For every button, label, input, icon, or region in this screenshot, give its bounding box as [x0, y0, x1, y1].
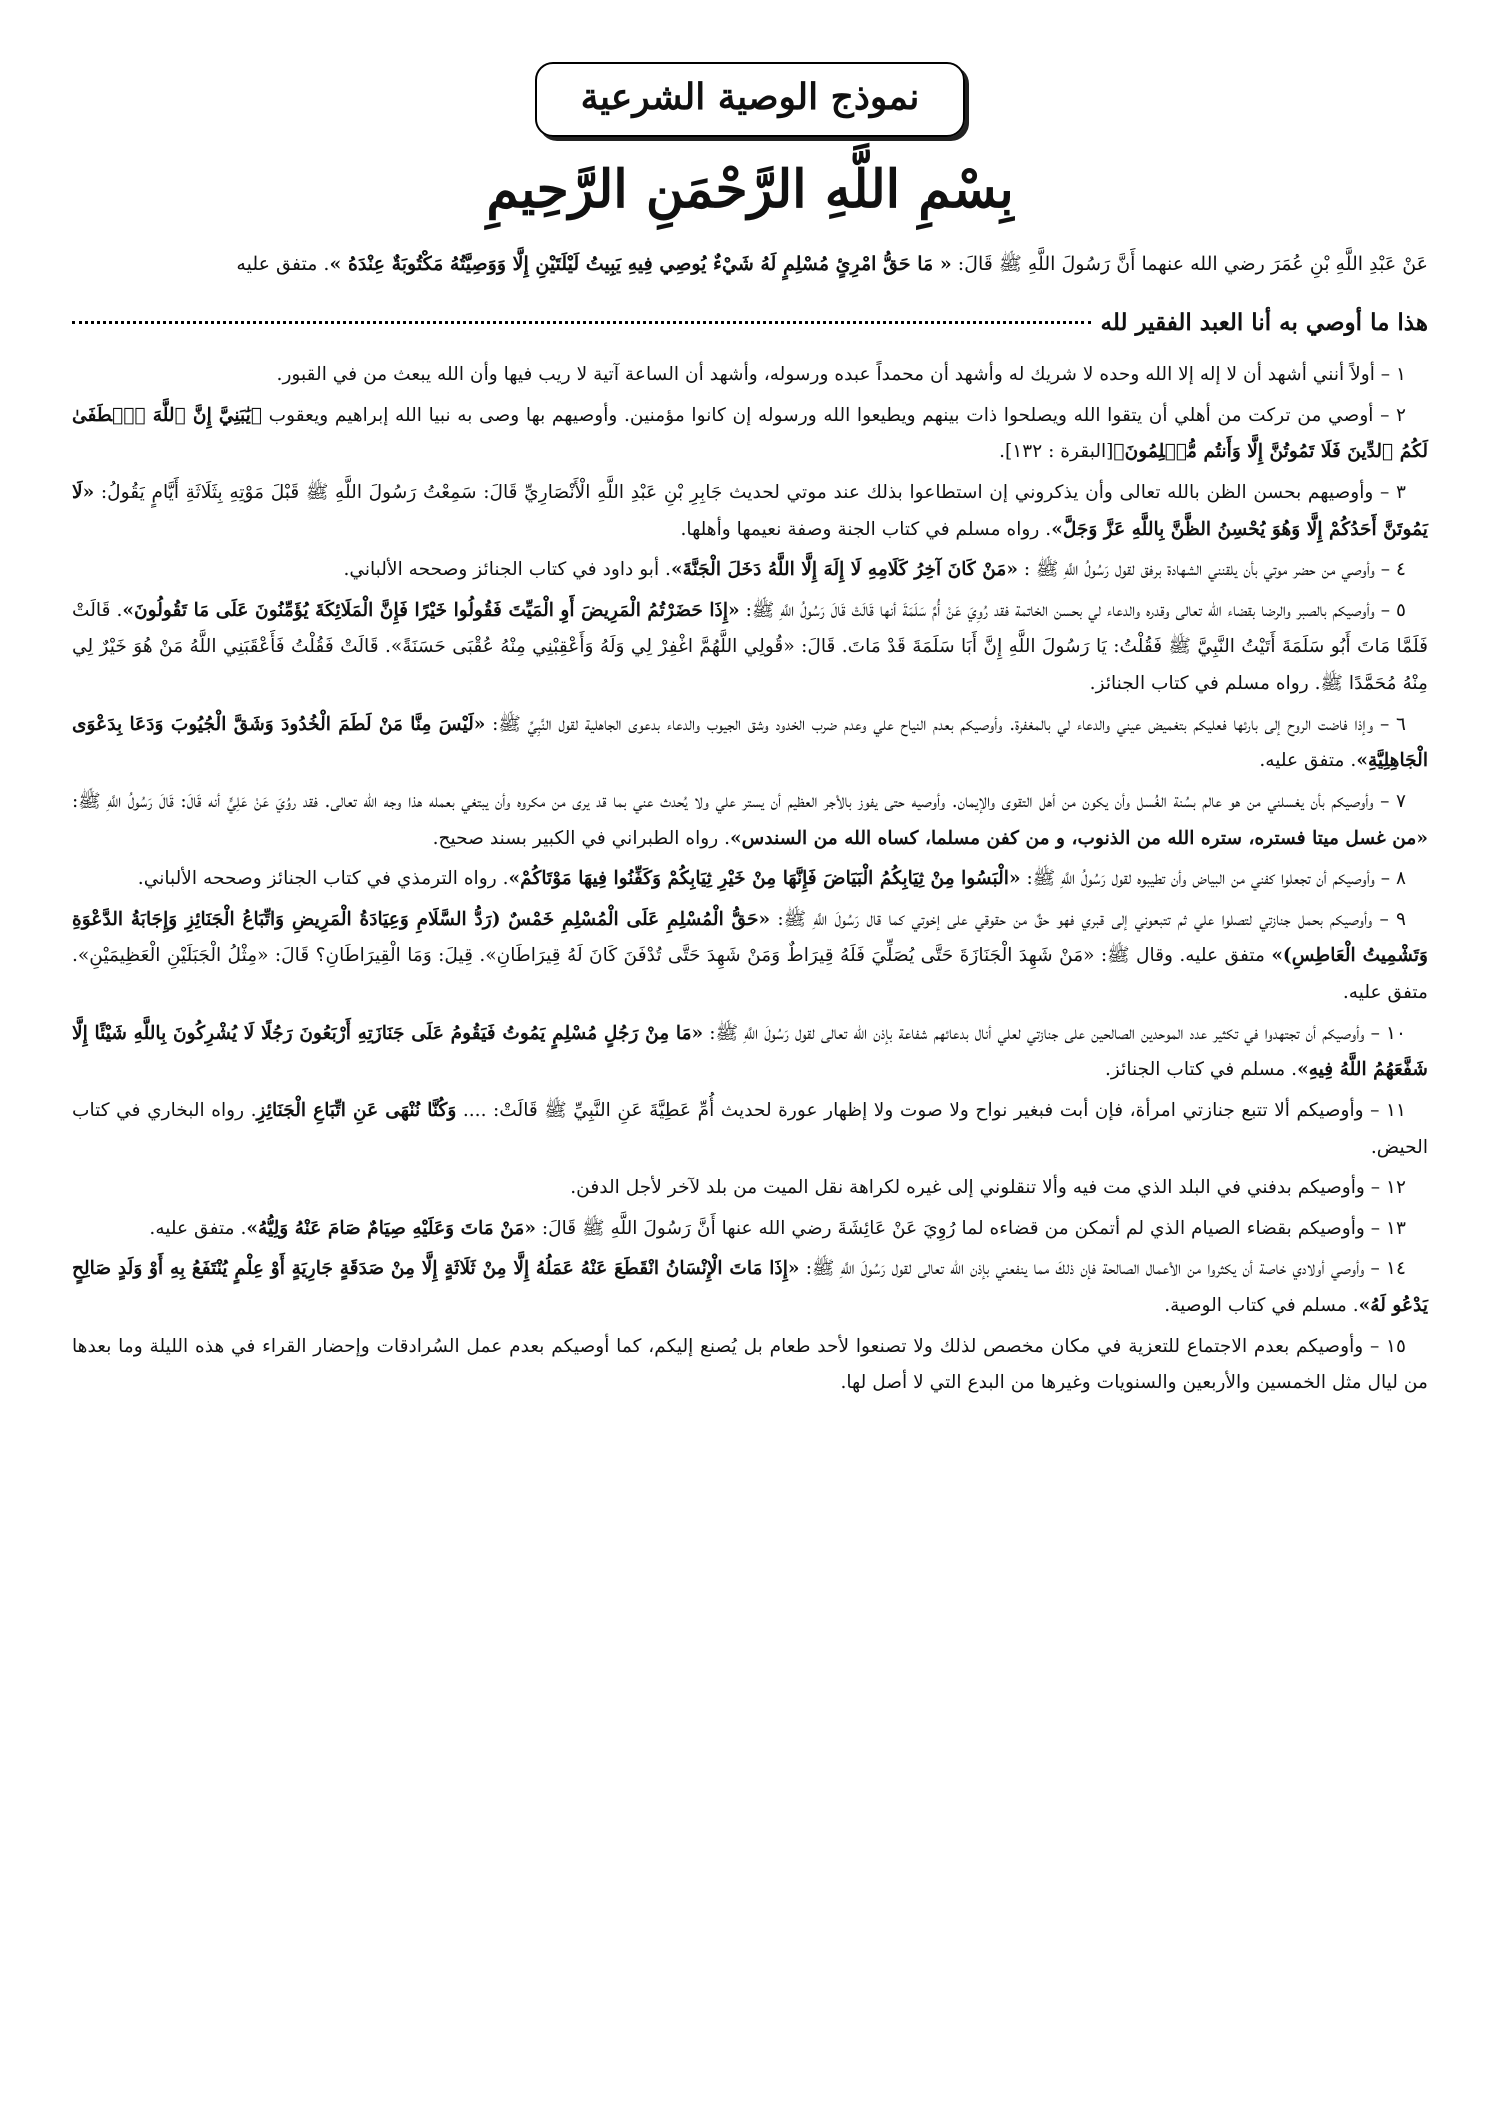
will-heading-text: هذا ما أوصي به أنا العبد الفقير لله [1100, 308, 1428, 336]
will-item [72, 552, 1428, 589]
will-item [72, 475, 1428, 548]
will-item-quote: «مَنْ مَاتَ وَعَلَيْهِ صِيَامٌ صَامَ عَنْهُ وَلِيُّهُ» [246, 1217, 536, 1239]
will-item-text: ١٢ – وأوصيكم بدفني في البلد الذي مت فيه وألا تنقلوني إلى غيره لكراهة نقل الميت من بلد لآخر لأجل الدفن. [570, 1177, 1406, 1199]
will-item-text: ٤ – وأوصي من حضر موتي بأن يلقنني الشهادة برفق لقول رَسُولُ اللَّهِ ﷺ : [1017, 559, 1406, 581]
will-item-tail: . أبو داود في كتاب الجنائز وصححه الألباني. [343, 559, 671, 581]
intro-hadith-tail: . متفق عليه [236, 252, 330, 275]
will-item-quote: ﴿يَٰبَنِيَّ إِنَّ ٱللَّهَ ٱصۡطَفَىٰ لَكُمُ ٱلدِّينَ فَلَا تَمُوتُنَّ إِلَّا وَأَنتُم مُّسۡلِمُونَ﴾ [72, 404, 1428, 463]
will-item [72, 1016, 1428, 1089]
will-item-tail: . رواه مسلم في كتاب الجنة وصفة نعيمها وأهلها. [680, 518, 1052, 540]
will-item-tail: . مسلم في كتاب الجنائز. [1104, 1059, 1298, 1081]
will-item [72, 902, 1428, 1012]
will-item-quote: وَكُنَّا نُنْهَى عَنِ اتِّبَاعِ الْجَنَائِزِ [256, 1099, 457, 1121]
will-item-tail: . رواه الطبراني في الكبير بسند صحيح. [432, 827, 731, 849]
will-item-text: ١٣ – وأوصيكم بقضاء الصيام الذي لم أتمكن من قضاءه لما رُوِيَ عَنْ عَائِشَةَ رضي الله عنها أَنَّ رَسُولَ اللَّهِ ﷺ قَالَ: [535, 1217, 1406, 1239]
will-item-text: ٥ – وأوصيكم بالصبر والرضا بقضاء الله تعالى وقدره والدعاء لي بحسن الخاتمة فقد رُوِيَ عَنْ أُمِّ سَلَمَةَ أنها قَالَتْ قَالَ رَسُولُ اللَّهِ ﷺ: [739, 599, 1406, 621]
will-item-tail: . مسلم في كتاب الوصية. [1164, 1295, 1359, 1317]
will-item-text: ٢ – أوصي من تركت من أهلي أن يتقوا الله ويصلحوا ذات بينهم ويطيعوا الله ورسوله إن كانوا مؤمنين. وأوصيهم بها وصى به نبيا الله إبراهيم ويعقوب [261, 404, 1406, 426]
will-item [72, 1093, 1428, 1166]
will-item-quote: «إِذَا حَضَرْتُمُ الْمَرِيضَ أَوِ الْمَيِّتَ فَقُولُوا خَيْرًا فَإِنَّ الْمَلَائِكَةَ يُؤَمِّنُونَ عَلَى مَا تَقُولُونَ» [122, 599, 740, 621]
will-item-tail: . متفق عليه. [1259, 750, 1357, 772]
will-item-text: ٣ – وأوصيهم بحسن الظن بالله تعالى وأن يذكروني إن استطاعوا بذلك عند موتي لحديث جَابِرِ بْنِ عَبْدِ اللَّهِ الْأَنْصَارِيِّ قَالَ: سَمِعْتُ رَسُولَ اللَّهِ ﷺ قَبْلَ مَوْتِهِ بِثَلَاثَةِ أَيَّامٍ يَقُولُ: [94, 481, 1406, 503]
will-item [72, 861, 1428, 898]
will-item-text: ٩ – وأوصيكم بحمل جنازتي لتصلوا علي ثم تتبعوني إلى قبري فهو حقٌ من حقوقي على إخوتي كما قال رَسُولَ اللَّهِ ﷺ: [770, 908, 1406, 930]
will-item [72, 398, 1428, 471]
will-item [72, 593, 1428, 703]
will-item-tail: [البقرة : ١٣٢]. [999, 441, 1114, 463]
will-item-text: ١١ – وأوصيكم ألا تتبع جنازتي امرأة، فإن أبت فبغير نواح ولا صوت ولا إظهار عورة لحديث أُمِّ عَطِيَّةَ عَنِ النَّبِيِّ ﷺ قَالَتْ: .... [456, 1099, 1406, 1121]
will-item [72, 707, 1428, 780]
intro-hadith-lead: عَنْ عَبْدِ اللَّهِ بْنِ عُمَرَ رضي الله عنهما أَنَّ رَسُولَ اللَّهِ ﷺ قَالَ: [951, 252, 1428, 275]
will-item-quote: «مَا مِنْ رَجُلٍ مُسْلِمٍ يَمُوتُ فَيَقُومُ عَلَى جَنَازَتِهِ أَرْبَعُونَ رَجُلًا لَا يُشْرِكُونَ بِاللَّهِ شَيْئًا إِلَّا شَفَّعَهُمُ اللَّهُ فِيهِ» [72, 1022, 1428, 1081]
will-item-quote: «من غسل ميتا فستره، ستره الله من الذنوب، و من كفن مسلما، كساه الله من السندس» [730, 827, 1428, 849]
will-item-tail: . رواه البخاري في كتاب الحيض. [72, 1099, 1428, 1158]
will-item-quote: «حَقُّ الْمُسْلِمِ عَلَى الْمُسْلِمِ خَمْسٌ (رَدُّ السَّلَامِ وَعِيَادَةُ الْمَرِيضِ وَاتِّبَاعُ الْجَنَائِزِ وَإِجَابَةُ الدَّعْوَةِ وَتَشْمِيتُ الْعَاطِسِ)» [72, 908, 1428, 967]
will-item [72, 1211, 1428, 1248]
will-item-tail: . قَالَتْ فَلَمَّا مَاتَ أَبُو سَلَمَةَ أَتَيْتُ النَّبِيَّ ﷺ فَقُلْتُ: يَا رَسُولَ اللَّهِ إِنَّ أَبَا سَلَمَةَ قَدْ مَاتَ. قَالَ: «قُولِي اللَّهُمَّ اغْفِرْ لِي وَلَهُ وَأَعْقِبْنِي مِنْهُ عُقْبَى حَسَنَةً». قَالَتْ فَقُلْتُ فَأَعْقَبَنِي اللَّهُ مَنْ هُوَ خَيْرٌ لِي مِنْهُ مُحَمَّدًا ﷺ. رواه مسلم في كتاب الجنائز. [72, 599, 1428, 695]
will-item-quote: «الْبَسُوا مِنْ ثِيَابِكُمُ الْبَيَاضَ فَإِنَّهَا مِنْ خَيْرِ ثِيَابِكُمْ وَكَفِّنُوا فِيهَا مَوْتَاكُمْ» [508, 868, 1021, 890]
will-item-quote: «مَنْ كَانَ آخِرُ كَلَامِهِ لَا إِلَهَ إِلَّا اللَّهُ دَخَلَ الْجَنَّةَ» [670, 559, 1018, 581]
will-item-text: ١ – أولاً أنني أشهد أن لا إله إلا الله وحده لا شريك له وأشهد أن محمداً عبده ورسوله، وأشهد أن الساعة آتية لا ريب فيها وأن الله يبعث من في القبور. [276, 364, 1406, 386]
basmala: بِسْمِ اللَّهِ الرَّحْمَنِ الرَّحِيمِ [486, 159, 1014, 221]
will-item-quote: «لَا يَمُوتَنَّ أَحَدُكُمْ إِلَّا وَهُوَ يُحْسِنُ الظَّنَّ بِاللَّهِ عَزَّ وَجَلَّ» [72, 481, 1428, 540]
will-item-text: ٨ – وأوصيكم أن تجعلوا كفني من البياض وأن تطيبوه لقول رَسُولُ اللَّهِ ﷺ: [1020, 868, 1406, 890]
will-item-text: ٦ – وإذا فاضت الروح إلى بارئها فعليكم بتغميض عيني والدعاء لي بالمغفرة. وأوصيكم بعدم النياح علي وعدم ضرب الخدود وشق الجيوب والدعاء بدعوى الجاهلية لقول النَّبِيِّ ﷺ: [485, 713, 1407, 735]
will-item-text: ١٠ – وأوصيكم أن تجتهدوا في تكثير عدد الموحدين الصالحين على جنازتي لعلي أنال بدعائهم شفاعة بإذن الله تعالى لقول رَسُولَ اللَّهِ ﷺ: [703, 1022, 1406, 1044]
will-item [72, 1170, 1428, 1207]
will-item-text: ١٥ – وأوصيكم بعدم الاجتماع للتعزية في مكان مخصص لذلك ولا تصنعوا لأحد طعام بل يُصنع إليكم، كما أوصيكم بعدم عمل السُرادقات وإحضار القراء في هذه الليلة وما بعدها من ليال مثل الخمسين والأربعين والسنويات وغيرها من البدع التي لا أصل لها. [72, 1335, 1428, 1394]
title-wrapper [72, 0, 1428, 137]
will-item-tail: . رواه الترمذي في كتاب الجنائز وصححه الألباني. [137, 868, 509, 890]
will-item-tail: متفق عليه. وقال ﷺ: «مَنْ شَهِدَ الْجَنَازَةَ حَتَّى يُصَلِّيَ فَلَهُ قِيرَاطٌ وَمَنْ شَهِدَ حَتَّى تُدْفَنَ كَانَ لَهُ قِيرَاطَانِ». قِيلَ: وَمَا الْقِيرَاطَانِ؟ قَالَ: «مِثْلُ الْجَبَلَيْنِ الْعَظِيمَيْنِ». متفق عليه. [72, 945, 1428, 1004]
will-item [72, 357, 1428, 394]
will-heading [72, 302, 1428, 343]
will-item-tail: . متفق عليه. [149, 1217, 247, 1239]
intro-hadith [72, 246, 1428, 283]
will-item [72, 1329, 1428, 1402]
intro-hadith-quote: « مَا حَقُّ امْرِئٍ مُسْلِمٍ لَهُ شَيْءٌ يُوصِي فِيهِ يَبِيتُ لَيْلَتَيْنِ إِلَّا وَوَصِيَّتُهُ مَكْتُوبَةٌ عِنْدَهُ » [329, 252, 952, 275]
will-items-list [72, 357, 1428, 1402]
will-item [72, 784, 1428, 857]
will-item [72, 1251, 1428, 1324]
will-item-quote: «إِذَا مَاتَ الْإِنْسَانُ انْقَطَعَ عَنْهُ عَمَلُهُ إِلَّا مِنْ ثَلَاثَةٍ إِلَّا مِنْ صَدَقَةٍ جَارِيَةٍ أَوْ عِلْمٍ يُنْتَفَعُ بِهِ أَوْ وَلَدٍ صَالِحٍ يَدْعُو لَهُ» [72, 1258, 1428, 1317]
will-item-text: ٧ – وأوصيكم بأن يغسلني من هو عالم بسُنة الغُسل وأن يكون من أهل التقوى والإيمان. وأوصيه حتى يفوز بالأجر العظيم أن يستر علي ولا يُحدث عني بما قد يرى من مكروه وأن يبتغي بعمله هذا وجه الله تعالى. فقد روُيَ عَنْ عَلِيٍّ أنه قَالَ: قَالَ رَسُولُ اللَّهِ ﷺ: [72, 790, 1406, 812]
name-blank-dots [72, 321, 1091, 324]
will-item-text: ١٤ – وأوصي أولادي خاصة أن يكثروا من الأعمال الصالحة فإن ذلكَ مما ينفعني بإذن الله تعالى لقول رَسُولَ اللَّهِ ﷺ: [799, 1258, 1407, 1280]
document-title: نموذج الوصية الشرعية [535, 62, 966, 137]
will-item-quote: «لَيْسَ مِنَّا مَنْ لَطَمَ الْخُدُودَ وَشَقَّ الْجُيُوبَ وَدَعَا بِدَعْوَى الْجَاهِلِيَّةِ» [72, 713, 1428, 772]
